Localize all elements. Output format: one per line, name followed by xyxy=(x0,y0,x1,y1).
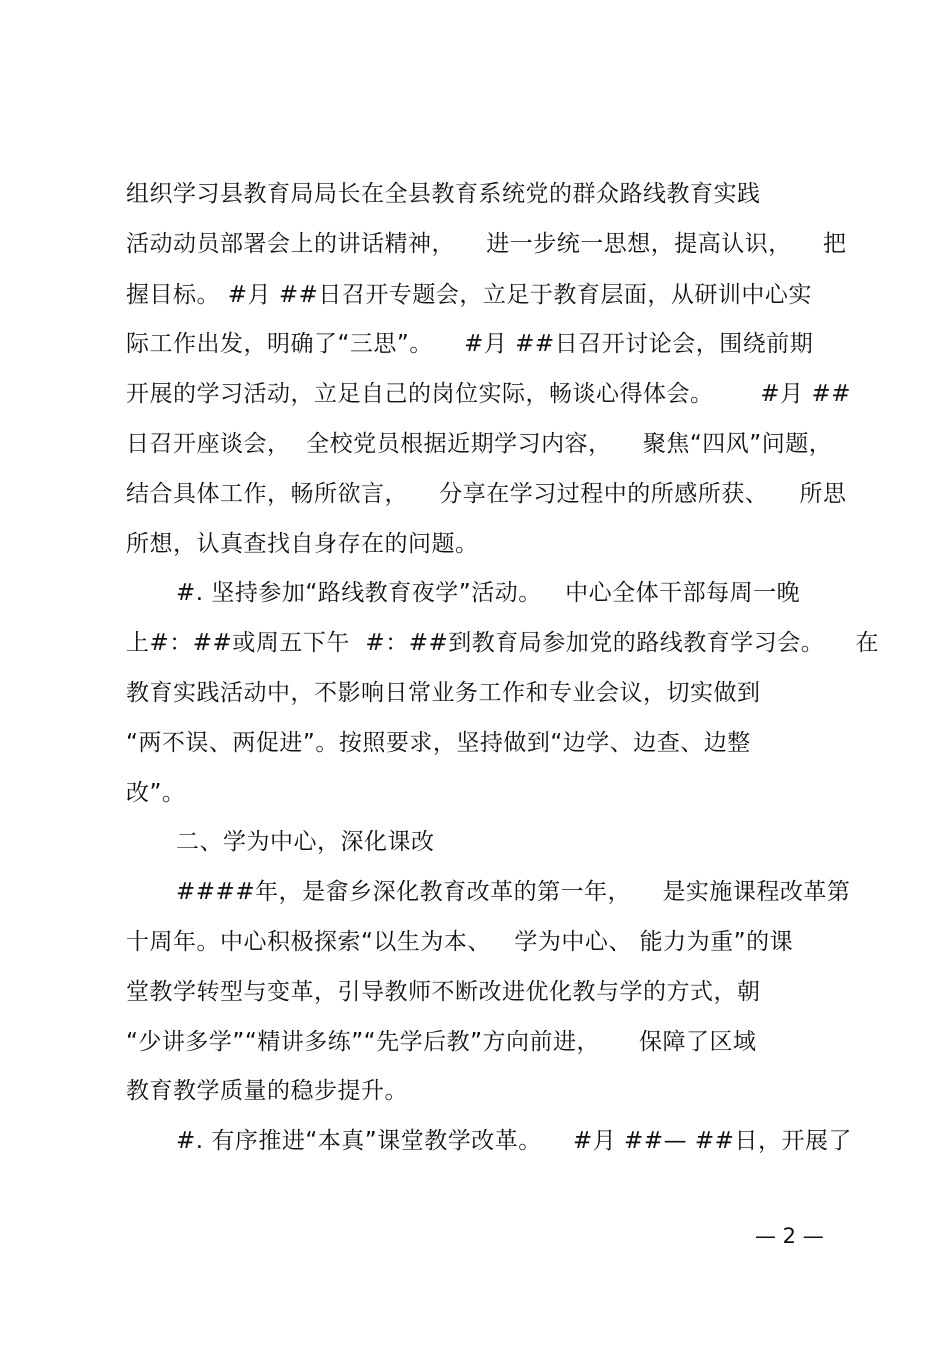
body-text-line: 上#：##或周五下午 #：##到教育局参加党的路线教育学习会。 在 xyxy=(126,630,879,656)
body-text-line: 活动动员部署会上的讲话精神， 进一步统一思想，提高认识， 把 xyxy=(126,231,847,257)
body-text-line: ####年，是畲乡深化教育改革的第一年， 是实施课程改革第 xyxy=(176,879,851,905)
body-text-line: 教育实践活动中，不影响日常业务工作和专业会议，切实做到 xyxy=(126,680,761,706)
body-text-line: 改”。 xyxy=(126,780,186,806)
body-text-line: 十周年。中心积极探索“以生为本、 学为中心、 能力为重”的课 xyxy=(126,929,794,955)
body-text-line: 际工作出发，明确了“三思”。 #月 ##日召开讨论会，围绕前期 xyxy=(126,331,814,357)
body-text-line: 日召开座谈会， 全校党员根据近期学习内容， 聚焦“四风”问题， xyxy=(126,431,833,457)
body-text-line: 教育教学质量的稳步提升。 xyxy=(126,1078,408,1104)
body-text-line: 组织学习县教育局局长在全县教育系统党的群众路线教育实践 xyxy=(126,181,761,207)
body-text-line: 握目标。 #月 ##日召开专题会，立足于教育层面，从研训中心实 xyxy=(126,282,812,308)
body-text-line: 堂教学转型与变革，引导教师不断改进优化教与学的方式，朝 xyxy=(126,979,761,1005)
body-text-line: #. 坚持参加“路线教育夜学”活动。 中心全体干部每周一晚 xyxy=(176,580,801,606)
body-text-line: “两不误、两促进”。按照要求，坚持做到“边学、边查、边整 xyxy=(126,730,751,756)
section-heading: 二、学为中心，深化课改 xyxy=(176,829,435,855)
body-text-line: #. 有序推进“本真”课堂教学改革。 #月 ##— ##日，开展了 xyxy=(176,1128,852,1154)
body-text-line: 开展的学习活动，立足自己的岗位实际，畅谈心得体会。 #月 ## xyxy=(126,381,851,407)
page-number: — 2 — xyxy=(755,1224,824,1248)
body-text-line: 所想，认真查找自身存在的问题。 xyxy=(126,531,479,557)
body-text-line: 结合具体工作，畅所欲言， 分享在学习过程中的所感所获、 所思 xyxy=(126,481,847,507)
body-text-line: “少讲多学”“精讲多练”“先学后教”方向前进， 保障了区域 xyxy=(126,1029,757,1055)
